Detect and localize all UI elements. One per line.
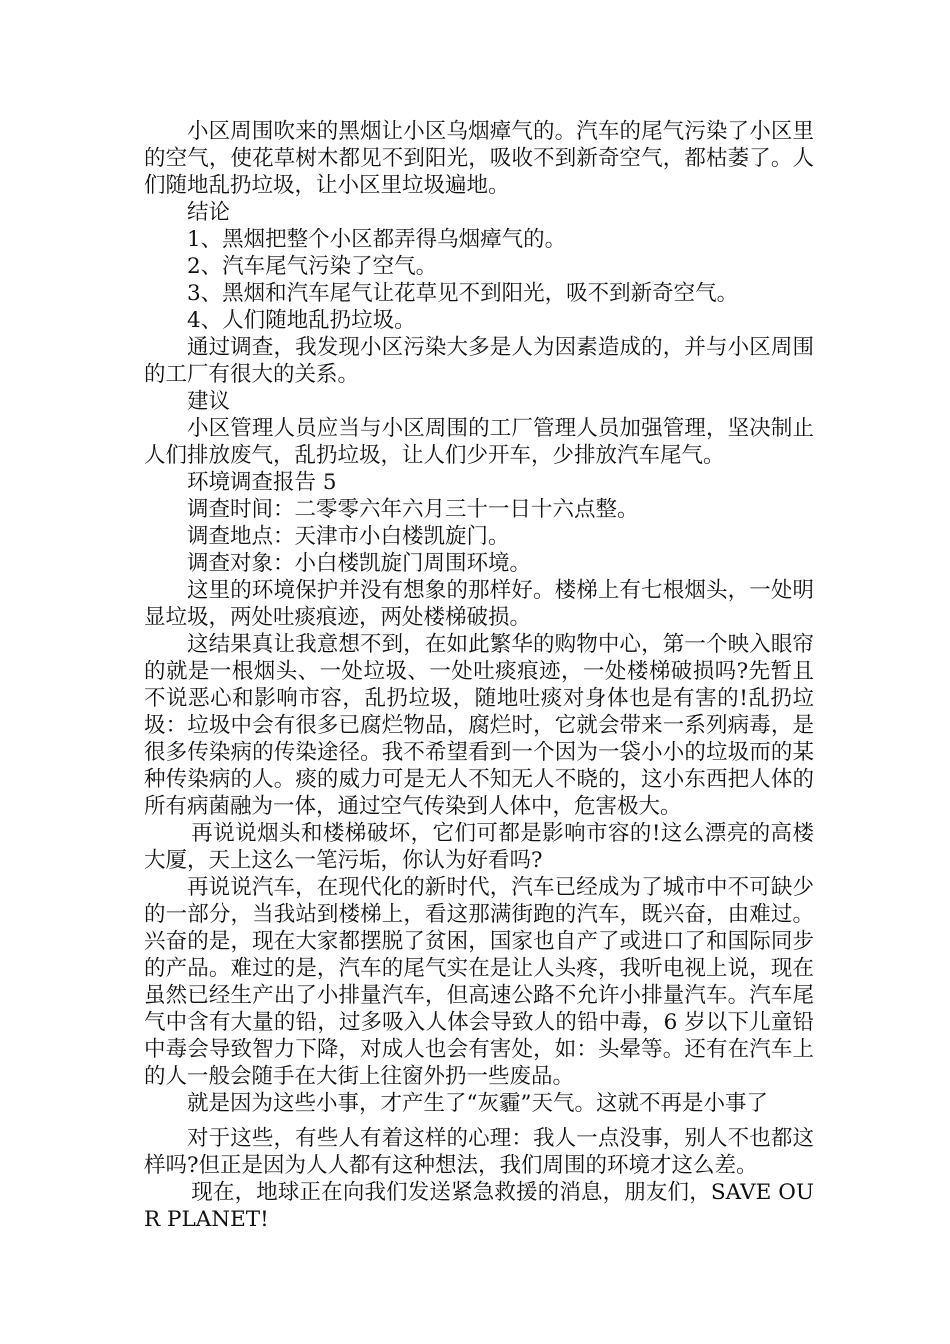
heading-suggestion: 建议: [187, 389, 231, 414]
paragraph-observation: 这里的环境保护并没有想象的那样好。楼梯上有七根烟头，一处明显垃圾，两处吐痰痕迹，两处楼梯破损。: [144, 578, 814, 630]
paragraph-mindset: 对于这些，有些人有着这样的心理：我人一点没事，别人不也都这样吗?但正是因为人人都有这种想法，我们周围的环境才这么差。: [144, 1126, 814, 1178]
heading-report-5: 环境调查报告 5: [187, 470, 337, 495]
heading-conclusion: 结论: [187, 200, 231, 225]
survey-subject: 调查对象：小白楼凯旋门周围环境。: [187, 551, 532, 576]
document-body: [144, 118, 814, 1233]
paragraph-analysis: 这结果真让我意想不到，在如此繁华的购物中心，第一个映入眼帘的就是一根烟头、一处垃圾、一处吐痰痕迹，一处楼梯破损吗?先暂且不说恶心和影响市容，乱扔垃圾，随地吐痰对身体也是有害的!乱扔垃圾：垃圾中会有很多已腐烂物品，腐烂时，它就会带来一系列病毒，是很多传染病的传染途径。我不希望看到一个因为一袋小小的垃圾而的某种传染病的人。痰的威力可是无人不知无人不晓的，这小东西把人体的所有病菌融为一体，通过空气传染到人体中，危害极大。: [144, 632, 814, 819]
paragraph-suggestion: 小区管理人员应当与小区周围的工厂管理人员加强管理，坚决制止人们排放废气，乱扔垃圾，让人们少开车，少排放汽车尾气。: [144, 416, 814, 468]
paragraph-cigarettes-stairs: 再说说烟头和楼梯破坏，它们可都是影响市容的!这么漂亮的高楼大厦，天上这么一笔污垢，你认为好看吗?: [144, 821, 814, 873]
survey-time: 调查时间：二零零六年六月三十一日十六点整。: [187, 497, 639, 522]
conclusion-item-2: 2、汽车尾气污染了空气。: [187, 254, 438, 279]
survey-location: 调查地点：天津市小白楼凯旋门。: [187, 524, 510, 549]
conclusion-item-1: 1、黑烟把整个小区都弄得乌烟瘴气的。: [187, 227, 567, 252]
paragraph-cars: 再说说汽车，在现代化的新时代，汽车已经成为了城市中不可缺少的一部分，当我站到楼梯上，看这那满街跑的汽车，既兴奋，由难过。兴奋的是，现在大家都摆脱了贫困，国家也自产了或进口了和国际同步的产品。难过的是，汽车的尾气实在是让人头疼，我听电视上说，现在虽然已经生产出了小排量汽车，但高速公路不允许小排量汽车。汽车尾气中含有大量的铅，过多吸入人体会导致人的铅中毒，6 岁以下儿童铅中毒会导致智力下降，对成人也会有害处，如：头晕等。还有在汽车上的人一般会随手在大街上往窗外扔一些废品。: [144, 875, 814, 1089]
paragraph-save-planet: 现在，地球正在向我们发送紧急救援的消息，朋友们，SAVE OUR PLANET!: [144, 1180, 814, 1232]
paragraph-survey-finding: 通过调查，我发现小区污染大多是人为因素造成的，并与小区周围的工厂有很大的关系。: [144, 335, 814, 387]
paragraph-haze: 就是因为这些小事，才产生了“灰霾”天气。这就不再是小事了: [187, 1091, 768, 1116]
paragraph-community-pollution: 小区周围吹来的黑烟让小区乌烟瘴气的。汽车的尾气污染了小区里的空气，使花草树木都见不到阳光，吸收不到新奇空气，都枯萎了。人们随地乱扔垃圾，让小区里垃圾遍地。: [144, 119, 814, 198]
conclusion-item-4: 4、人们随地乱扔垃圾。: [187, 308, 416, 333]
conclusion-item-3: 3、黑烟和汽车尾气让花草见不到阳光，吸不到新奇空气。: [187, 281, 739, 306]
